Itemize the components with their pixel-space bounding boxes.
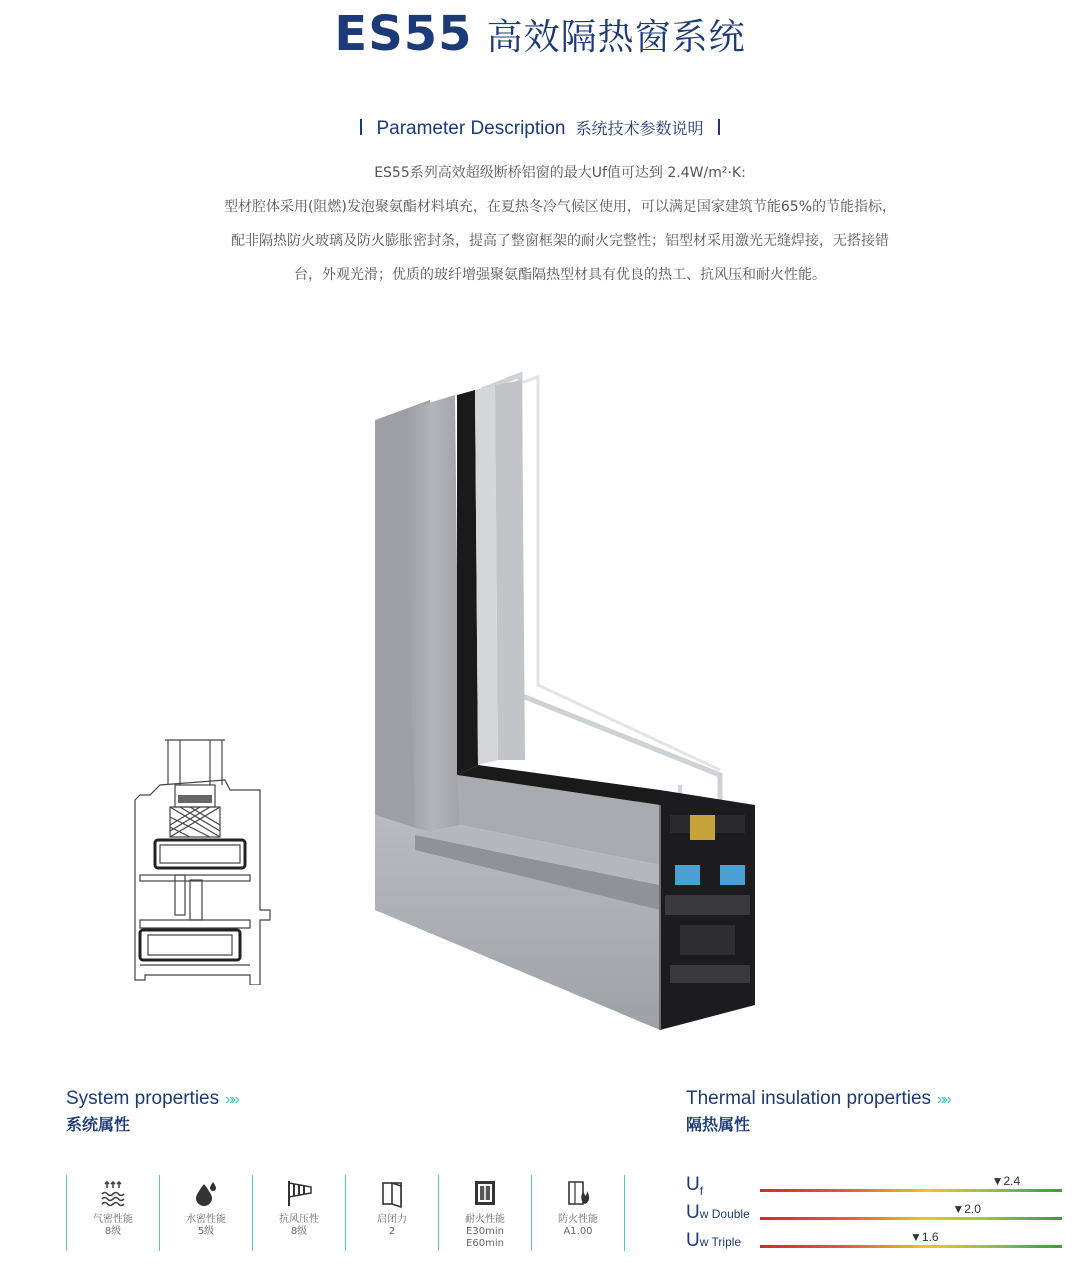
property-label: 耐火性能 <box>465 1214 505 1225</box>
water-tightness-icon <box>191 1178 221 1208</box>
system-properties-list <box>66 1175 625 1251</box>
divider-bar-right <box>718 119 720 135</box>
property-value: 8级 <box>104 1226 122 1237</box>
description-line: 配非隔热防火玻璃及防火膨胀密封条，提高了整窗框架的耐火完整性；铝型材采用激光无缝焊接，无搭接错 <box>231 233 889 249</box>
divider-bar-left <box>360 119 362 135</box>
window-frame-render <box>360 365 760 1030</box>
thermal-row-uf <box>686 1172 1066 1200</box>
thermal-row-uw-double <box>686 1200 1066 1228</box>
subtitle-cn: 系统技术参数说明 <box>575 119 704 138</box>
thermal-scale-bar <box>760 1189 1062 1192</box>
system-property-wind <box>252 1175 345 1251</box>
property-value-secondary: E60min <box>466 1238 504 1249</box>
wind-pressure-icon <box>284 1178 314 1208</box>
chevron-right-icon: »» <box>225 1091 237 1108</box>
thermal-properties-chart <box>686 1172 1066 1256</box>
page-title <box>0 6 1080 62</box>
thermal-label: Uw Triple <box>686 1230 742 1251</box>
cross-section-drawing <box>130 735 280 985</box>
property-label: 抗风压性 <box>279 1214 319 1225</box>
system-property-water <box>159 1175 252 1251</box>
property-label: 防火性能 <box>558 1214 598 1225</box>
thermal-value-marker: ▼2.0 <box>952 1202 981 1216</box>
opening-force-icon <box>377 1178 407 1208</box>
description <box>170 156 950 292</box>
thermal-properties-title-cn: 隔热属性 <box>686 1115 751 1134</box>
property-value: E30min <box>466 1226 504 1237</box>
thermal-value-marker: ▼2.4 <box>991 1174 1021 1188</box>
thermal-properties-heading <box>686 1088 949 1135</box>
property-label: 气密性能 <box>93 1214 133 1225</box>
thermal-value-marker: ▼1.6 <box>910 1230 939 1244</box>
system-properties-title-en: System properties »» <box>66 1088 237 1109</box>
system-properties-title-cn: 系统属性 <box>66 1115 131 1134</box>
thermal-row-uw-triple <box>686 1228 1066 1256</box>
thermal-properties-title-en: Thermal insulation properties »» <box>686 1088 949 1109</box>
thermal-label: $U_f$ <box>686 1174 704 1198</box>
description-line: 台，外观光滑；优质的玻纤增强聚氨酯隔热型材具有优良的热工、抗风压和耐火性能。 <box>294 267 826 283</box>
property-label: 启闭力 <box>377 1214 407 1225</box>
property-value: 8级 <box>290 1226 308 1237</box>
property-value: 5级 <box>197 1226 215 1237</box>
system-property-air <box>66 1175 159 1251</box>
system-property-fire-protection <box>531 1175 625 1251</box>
air-tightness-icon <box>98 1178 128 1208</box>
fire-resistance-icon <box>470 1178 500 1208</box>
property-label: 水密性能 <box>186 1214 226 1225</box>
property-value: 2 <box>388 1226 396 1237</box>
description-line: 型材腔体采用(阻燃)发泡聚氨酯材料填充，在夏热冬冷气候区使用，可以满足国家建筑节能65%的节能指标， <box>223 199 897 215</box>
chevron-right-icon: »» <box>937 1091 949 1108</box>
title-en: ES55 <box>334 6 473 62</box>
title-cn: 高效隔热窗系统 <box>486 16 746 58</box>
fire-protection-icon <box>563 1178 593 1208</box>
description-line: ES55系列高效超级断桥铝窗的最大Uf值可达到 2.4W/m²·K: <box>374 165 746 181</box>
system-property-opening <box>345 1175 438 1251</box>
system-property-fire-resistance <box>438 1175 531 1251</box>
thermal-label: Uw Double <box>686 1202 750 1223</box>
section-subtitle <box>0 116 1080 140</box>
thermal-scale-bar <box>760 1245 1062 1248</box>
property-value: A1.00 <box>563 1226 593 1237</box>
system-properties-heading <box>66 1088 237 1135</box>
thermal-scale-bar <box>760 1217 1062 1220</box>
subtitle-en: Parameter Description <box>376 118 566 139</box>
